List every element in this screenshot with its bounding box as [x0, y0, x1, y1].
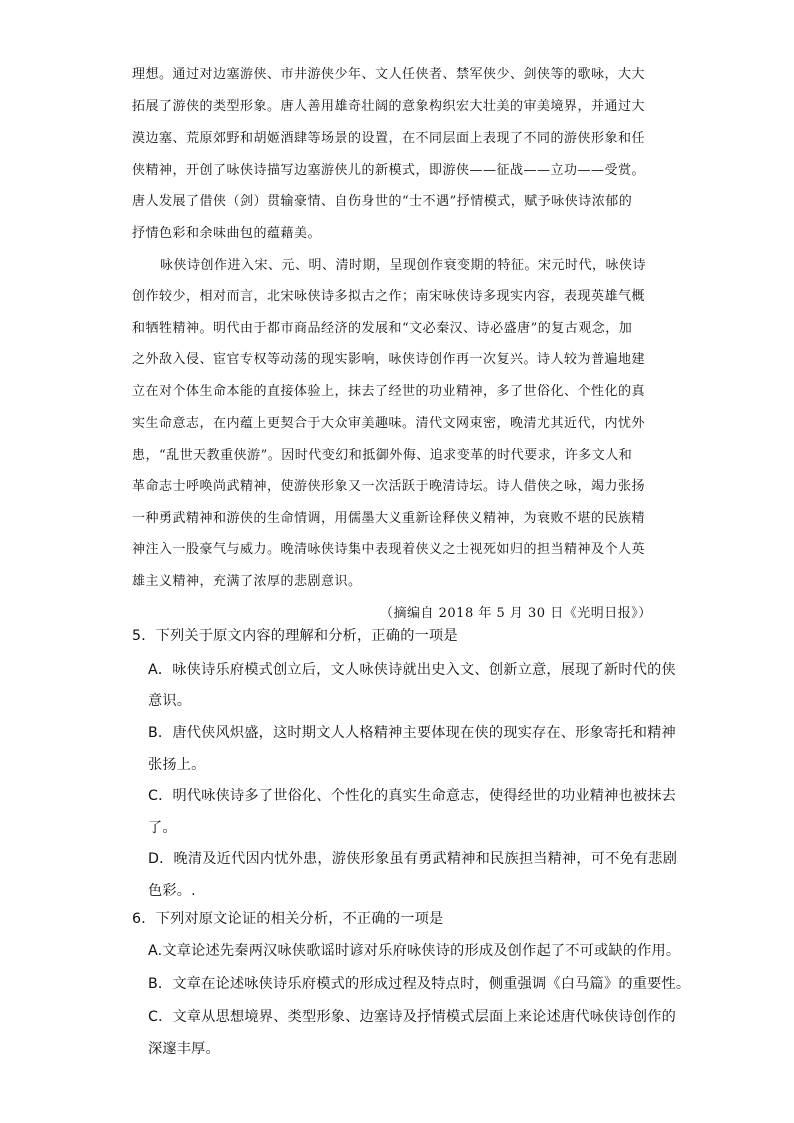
passage-line: 咏侠诗创作进入宋、元、明、清时期，呈现创作衰变期的特征。宋元时代，咏侠诗 — [160, 258, 647, 273]
question-6-option-a[interactable]: A.文章论述先秦两汉咏侠歌谣时谚对乐府咏侠诗的形成及创作起了不可或缺的作用。 — [148, 943, 681, 959]
question-5-option-b[interactable]: B．唐代侠风炽盛，这时期文人人格精神主要体现在侠的现实存在、形象寄托和精神 — [148, 725, 676, 741]
question-6-option-c[interactable]: C．文章从思想境界、类型形象、边塞诗及抒情模式层面上来论述唐代咏侠诗创作的 — [148, 1009, 677, 1025]
passage-line: 抒情色彩和余味曲包的蕴藉美。 — [132, 226, 322, 241]
question-5-option-d[interactable]: D．晚清及近代因内忧外患，游侠形象虽有勇武精神和民族担当精神，可不免有悲剧 — [148, 851, 678, 867]
passage-line: 革命志士呼唤尚武精神，使游侠形象又一次活跃于晚清诗坛。诗人借侠之咏，竭力张扬 — [132, 479, 646, 494]
passage-line: 雄主义精神，充满了浓厚的悲剧意识。 — [132, 574, 362, 589]
passage-line: 侠精神，开创了咏侠诗描写边塞游侠儿的新模式，即游侠——征战——立功——受赏。 — [132, 163, 646, 178]
question-6-option-c-cont: 深邃丰厚。 — [148, 1041, 220, 1057]
passage-line: 一种勇武精神和游侠的生命情调，用儒墨大义重新诠释侠义精神，为衰败不堪的民族精 — [132, 511, 646, 526]
question-5-option-a[interactable]: A．咏侠诗乐府模式创立后，文人咏侠诗就出史入文、创新立意，展现了新时代的侠 — [148, 662, 676, 678]
question-5-option-a-cont: 意识。 — [148, 693, 192, 709]
passage-line: 之外敌入侵、宦官专权等动荡的现实影响，咏侠诗创作再一次复兴。诗人较为普遍地建 — [132, 352, 646, 367]
question-5-option-b-cont: 张扬上。 — [148, 757, 206, 773]
passage-line: 实生命意志，在内蕴上更契合于大众审美趣味。清代文网束密，晚清尤其近代，内忧外 — [132, 416, 646, 431]
passage-line: 漠边塞、荒原郊野和胡姬酒肆等场景的设置，在不同层面上表现了不同的游侠形象和任 — [132, 131, 646, 146]
source-citation: （摘编自 2018 年 5 月 30 日《光明日报》） — [380, 606, 652, 621]
passage-line: 神注入一股豪气与威力。晚清咏侠诗集中表现着侠义之士视死如归的担当精神及个人英 — [132, 542, 646, 557]
passage-line: 患，“乱世天教重侠游”。因时代变幻和抵御外侮、追求变革的时代要求，许多文人和 — [132, 448, 633, 463]
passage-line: 立在对个体生命本能的直接体验上，抹去了经世的功业精神，多了世俗化、个性化的真 — [132, 384, 646, 399]
passage-line: 创作较少，相对而言，北宋咏侠诗多拟古之作；南宋咏侠诗多现实内容，表现英雄气概 — [132, 289, 646, 304]
question-5-stem: 5．下列关于原文内容的理解和分析，正确的一项是 — [132, 628, 458, 644]
question-5-option-c[interactable]: C．明代咏侠诗多了世俗化、个性化的真实生命意志，使得经世的功业精神也被抹去 — [148, 788, 677, 804]
passage-line: 唐人发展了借侠（剑）贯输豪情、自伤身世的“士不遇”抒情模式，赋予咏侠诗浓郁的 — [132, 194, 633, 209]
question-6-stem: 6．下列对原文论证的相关分析，不正确的一项是 — [132, 911, 444, 927]
passage-line: 拓展了游侠的类型形象。唐人善用雄奇壮阔的意象构织宏大壮美的审美境界，并通过大 — [132, 99, 646, 114]
question-6-option-b[interactable]: B．文章在论述咏侠诗乐府模式的形成过程及特点时，侧重强调《白马篇》的重要性。 — [148, 976, 691, 992]
question-5-option-c-cont: 了。 — [148, 820, 177, 836]
passage-line: 理想。通过对边塞游侠、市井游侠少年、文人任侠者、禁军侠少、剑侠等的歌咏，大大 — [132, 67, 646, 82]
passage-line: 和牺牲精神。明代由于都市商品经济的发展和“文必秦汉、诗必盛唐”的复古观念，加 — [132, 321, 633, 336]
question-5-option-d-cont: 色彩。. — [148, 883, 196, 899]
